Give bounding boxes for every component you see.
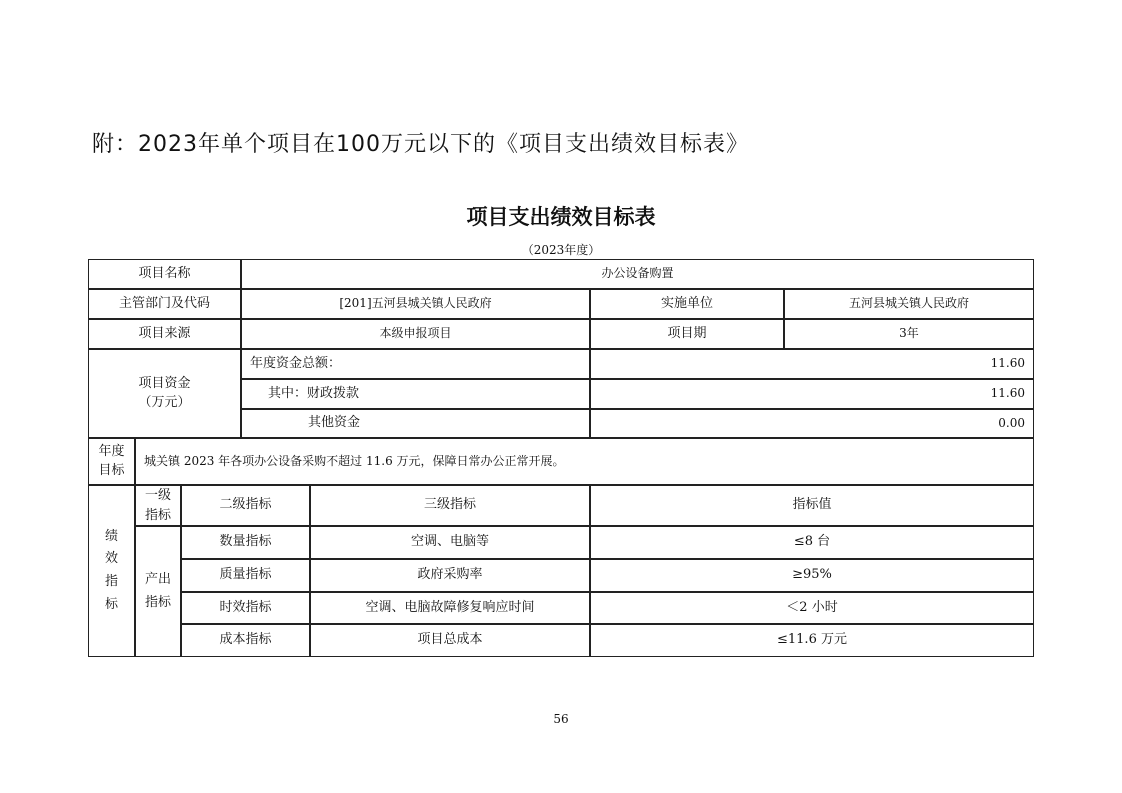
level1-header-line1: 一级 xyxy=(144,488,171,503)
project-source-label: 项目来源 xyxy=(88,319,241,349)
output-indicator-line1: 产出 xyxy=(144,572,171,588)
level3-header: 三级指标 xyxy=(310,485,590,526)
row2-level3: 政府采购率 xyxy=(310,559,590,592)
performance-indicator-label xyxy=(88,485,135,657)
goal-label-line2: 目标 xyxy=(98,462,125,478)
department-label: 主管部门及代码 xyxy=(88,289,241,319)
side-char-1: 绩 xyxy=(104,528,118,544)
output-indicator-cell xyxy=(135,526,181,657)
annual-total-label: 年度资金总额： xyxy=(241,349,590,379)
row4-level3: 项目总成本 xyxy=(310,624,590,657)
funds-label-line2: （万元） xyxy=(138,394,191,410)
indicator-value-header: 指标值 xyxy=(590,485,1034,526)
year-note: （2023年度） xyxy=(521,243,601,257)
annual-total-value: 11.60 xyxy=(590,349,1034,379)
project-source-value: 本级申报项目 xyxy=(241,319,590,349)
funds-label-line1: 项目资金 xyxy=(138,375,191,391)
annual-goal-label xyxy=(88,438,135,485)
row1-value: ≤8 台 xyxy=(590,526,1034,559)
level1-header xyxy=(135,485,181,526)
row2-level2: 质量指标 xyxy=(181,559,310,592)
row1-level2: 数量指标 xyxy=(181,526,310,559)
side-char-2: 效 xyxy=(104,551,118,567)
project-name-value: 办公设备购置 xyxy=(241,259,1034,289)
table-title: 项目支出绩效目标表 xyxy=(466,205,656,229)
attachment-heading: 附：2023年单个项目在100万元以下的《项目支出绩效目标表》 xyxy=(92,132,749,157)
side-char-3: 指 xyxy=(104,574,118,589)
row1-level3: 空调、电脑等 xyxy=(310,526,590,559)
row3-level3: 空调、电脑故障修复响应时间 xyxy=(310,592,590,624)
performance-goal-table xyxy=(88,259,1034,657)
implementing-unit-label: 实施单位 xyxy=(590,289,784,319)
other-funds-label: 其他资金 xyxy=(241,409,590,438)
page-number: 56 xyxy=(553,712,569,726)
implementing-unit-value: 五河县城关镇人民政府 xyxy=(784,289,1034,319)
project-name-label: 项目名称 xyxy=(88,259,241,289)
project-period-label: 项目期 xyxy=(590,319,784,349)
row4-value: ≤11.6 万元 xyxy=(590,624,1034,657)
other-funds-value: 0.00 xyxy=(590,409,1034,438)
row3-value: ＜2 小时 xyxy=(590,592,1034,624)
department-value: [201]五河县城关镇人民政府 xyxy=(241,289,590,319)
project-period-value: 3年 xyxy=(784,319,1034,349)
goal-label-line1: 年度 xyxy=(98,443,125,459)
row3-level2: 时效指标 xyxy=(181,592,310,624)
row4-level2: 成本指标 xyxy=(181,624,310,657)
output-indicator-line2: 指标 xyxy=(144,594,171,610)
fiscal-appropriation-value: 11.60 xyxy=(590,379,1034,409)
row2-value: ≥95% xyxy=(590,559,1034,592)
fiscal-appropriation-label: 其中：财政拨款 xyxy=(241,379,590,409)
side-char-4: 标 xyxy=(104,596,118,612)
level1-header-line2: 指标 xyxy=(144,507,171,523)
level2-header: 二级指标 xyxy=(181,485,310,526)
annual-goal-text: 城关镇 2023 年各项办公设备采购不超过 11.6 万元，保障日常办公正常开展。 xyxy=(135,438,1034,485)
project-funds-label xyxy=(88,349,241,438)
